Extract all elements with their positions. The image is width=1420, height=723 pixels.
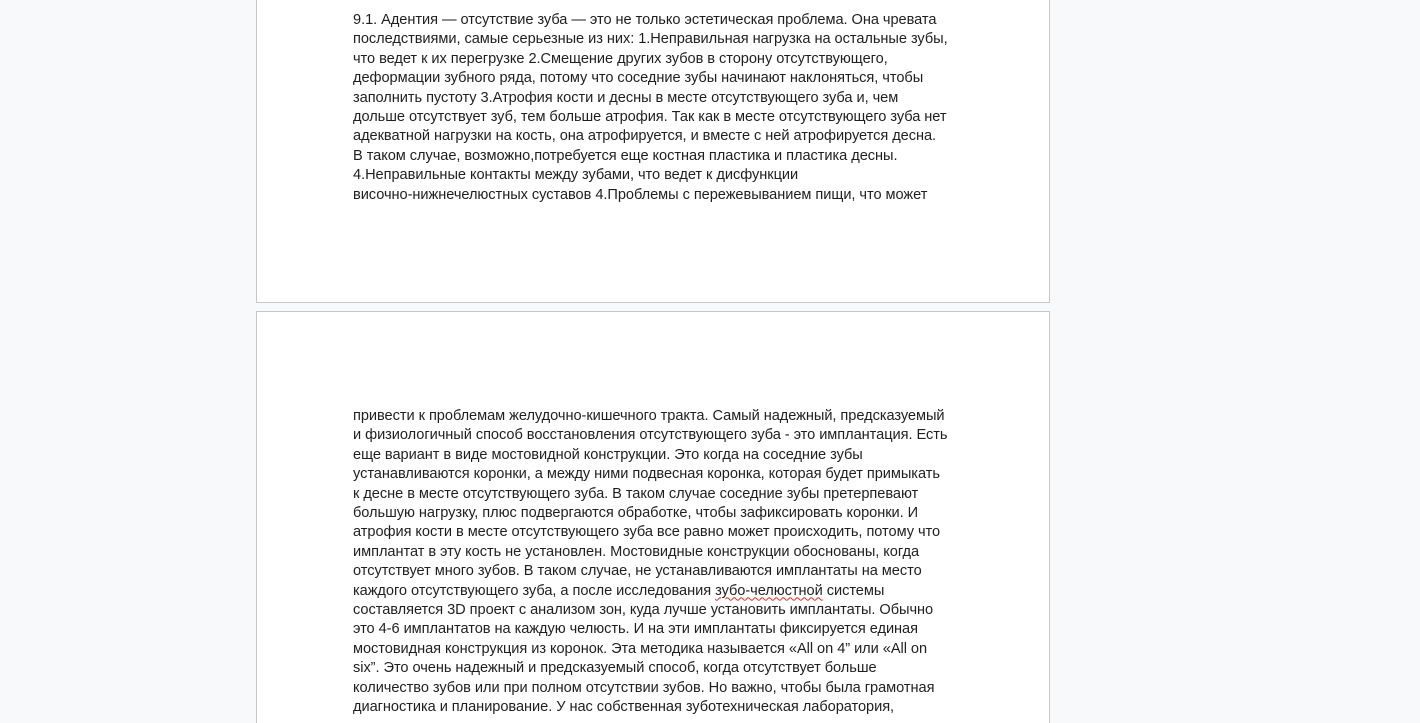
text-line[interactable]: и физиологичный способ восстановления отсутствующего зуба - это имплантация. Есть — [353, 427, 948, 444]
text-line[interactable]: еще вариант в виде мостовидной конструкции. Это когда на соседние зубы — [353, 446, 863, 463]
text-line[interactable]: височно-нижнечелюстных суставов 4.Проблемы с пережевыванием пищи, что может — [353, 186, 928, 203]
text-line[interactable]: к десне в месте отсутствующего зуба. В таком случае соседние зубы претерпевают — [353, 485, 919, 502]
text-line[interactable]: атрофия кости в месте отсутствующего зуба все равно может происходить, потому что — [353, 524, 941, 541]
text-line[interactable]: имплантат в эту кость не установлен. Мостовидные конструкции обоснованы, когда — [353, 543, 920, 560]
text-line[interactable]: six”. Это очень надежный и предсказуемый способ, когда отсутствует больше — [353, 660, 877, 677]
misspelled-word[interactable]: зубо-челюстной — [715, 582, 823, 599]
text-line[interactable]: диагностика и планирование. У нас собственная зуботехническая лаборатория, — [353, 699, 895, 716]
document-page-1[interactable] — [256, 0, 1050, 303]
text-line[interactable]: составляется 3D проект с анализом зон, куда лучше установить имплантаты. Обычно — [353, 602, 934, 619]
text-segment[interactable]: системы — [822, 582, 885, 599]
text-line[interactable]: отсутствует много зубов. В таком случае, не устанавливаются имплантаты на место — [353, 563, 922, 580]
text-line[interactable]: устанавливаются коронки, а между ними подвесная коронка, которая будет примыкать — [353, 466, 940, 483]
text-line[interactable]: В таком случае, возможно,потребуется еще костная пластика и пластика десны. — [353, 147, 898, 164]
text-line[interactable]: заполнить пустоту 3.Атрофия кости и десны в месте отсутствующего зуба и, чем — [353, 89, 899, 106]
text-line[interactable]: последствиями, самые серьезные из них: 1.Неправильная нагрузка на остальные зубы, — [353, 31, 948, 48]
text-line[interactable]: дольше отсутствует зуб, тем больше атрофия. Так как в месте отсутствующего зуба нет — [353, 109, 947, 126]
text-line[interactable]: 9.1. Адентия — отсутствие зуба — это не только эстетическая проблема. Она чревата — [353, 12, 937, 28]
text-line[interactable]: большую нагрузку, плюс подвергаются обработке, чтобы зафиксировать коронки. И — [353, 505, 919, 522]
text-line[interactable]: что ведет к их перегрузке 2.Смещение других зубов в сторону отсутствующего, — [353, 50, 888, 67]
text-line[interactable]: количество зубов или при полном отсутствии зубов. Но важно, чтобы была грамотная — [353, 679, 935, 696]
page-2-body-text[interactable] — [353, 407, 963, 718]
text-line[interactable]: деформации зубного ряда, потому что соседние зубы начинают наклоняться, чтобы — [353, 70, 924, 87]
text-line[interactable]: адекватной нагрузки на кость, она атрофируется, и вместе с ней атрофируется десна. — [353, 128, 937, 145]
text-line[interactable]: привести к проблемам желудочно-кишечного тракта. Самый надежный, предсказуемый — [353, 408, 945, 424]
text-line[interactable]: мостовидная конструкция из коронок. Эта методика называется «All on 4” или «All on — [353, 640, 928, 657]
text-segment[interactable]: каждого отсутствующего зуба, а после исследования — [353, 582, 716, 599]
text-line[interactable]: это 4-6 имплантатов на каждую челюсть. И на эти имплантаты фиксируется единая — [353, 621, 918, 638]
page-1-body-text[interactable] — [353, 11, 963, 205]
text-line[interactable] — [353, 582, 963, 601]
document-page-2[interactable] — [256, 311, 1050, 723]
text-line[interactable]: 4.Неправильные контакты между зубами, что ведет к дисфункции — [353, 167, 799, 184]
